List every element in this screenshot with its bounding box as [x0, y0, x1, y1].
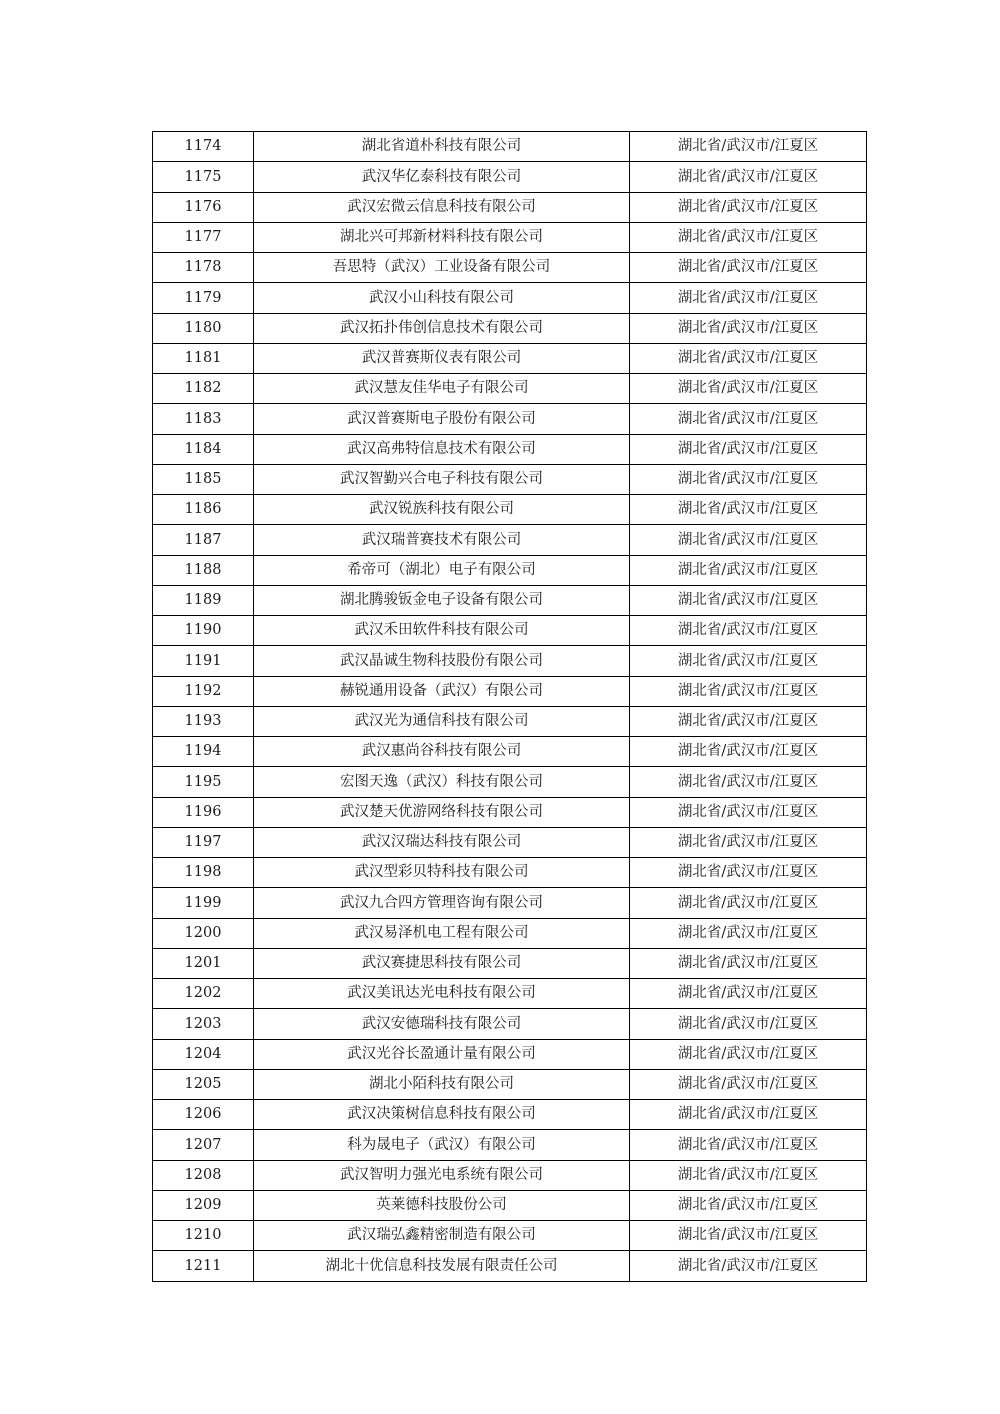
region-cell: 湖北省/武汉市/江夏区 [630, 1190, 867, 1220]
region-cell: 湖北省/武汉市/江夏区 [630, 313, 867, 343]
row-number-cell: 1187 [153, 525, 254, 555]
row-number-cell: 1180 [153, 313, 254, 343]
table-row [153, 585, 867, 615]
company-name-cell: 武汉禾田软件科技有限公司 [254, 616, 630, 646]
company-name-cell: 赫锐通用设备（武汉）有限公司 [254, 676, 630, 706]
row-number-cell: 1186 [153, 495, 254, 525]
row-number-cell: 1194 [153, 737, 254, 767]
company-name-cell: 武汉拓扑伟创信息技术有限公司 [254, 313, 630, 343]
region-cell: 湖北省/武汉市/江夏区 [630, 706, 867, 736]
row-number-cell: 1204 [153, 1039, 254, 1069]
table-row [153, 434, 867, 464]
company-name-cell: 武汉楚天优游网络科技有限公司 [254, 797, 630, 827]
region-cell: 湖北省/武汉市/江夏区 [630, 283, 867, 313]
region-cell: 湖北省/武汉市/江夏区 [630, 1009, 867, 1039]
table-row [153, 343, 867, 373]
table-row [153, 676, 867, 706]
row-number-cell: 1181 [153, 343, 254, 373]
company-name-cell: 科为晟电子（武汉）有限公司 [254, 1130, 630, 1160]
table-row [153, 132, 867, 162]
company-name-cell: 吾思特（武汉）工业设备有限公司 [254, 253, 630, 283]
row-number-cell: 1205 [153, 1069, 254, 1099]
company-name-cell: 武汉智明力强光电系统有限公司 [254, 1160, 630, 1190]
region-cell: 湖北省/武汉市/江夏区 [630, 343, 867, 373]
company-list-table [152, 131, 867, 1282]
table-row [153, 1009, 867, 1039]
row-number-cell: 1182 [153, 374, 254, 404]
company-name-cell: 武汉瑞普赛技术有限公司 [254, 525, 630, 555]
company-name-cell: 湖北十优信息科技发展有限责任公司 [254, 1251, 630, 1281]
region-cell: 湖北省/武汉市/江夏区 [630, 1251, 867, 1281]
table-row [153, 222, 867, 252]
company-name-cell: 湖北省道朴科技有限公司 [254, 132, 630, 162]
row-number-cell: 1209 [153, 1190, 254, 1220]
company-name-cell: 武汉光谷长盈通计量有限公司 [254, 1039, 630, 1069]
company-name-cell: 武汉易泽机电工程有限公司 [254, 918, 630, 948]
row-number-cell: 1178 [153, 253, 254, 283]
region-cell: 湖北省/武汉市/江夏区 [630, 1069, 867, 1099]
company-name-cell: 武汉锐族科技有限公司 [254, 495, 630, 525]
region-cell: 湖北省/武汉市/江夏区 [630, 737, 867, 767]
table-row [153, 1069, 867, 1099]
company-name-cell: 武汉安德瑞科技有限公司 [254, 1009, 630, 1039]
table-row [153, 1251, 867, 1281]
row-number-cell: 1208 [153, 1160, 254, 1190]
row-number-cell: 1185 [153, 464, 254, 494]
row-number-cell: 1200 [153, 918, 254, 948]
row-number-cell: 1202 [153, 979, 254, 1009]
table-row [153, 827, 867, 857]
row-number-cell: 1189 [153, 585, 254, 615]
row-number-cell: 1210 [153, 1221, 254, 1251]
table-body [153, 132, 867, 1282]
row-number-cell: 1198 [153, 858, 254, 888]
region-cell: 湖北省/武汉市/江夏区 [630, 404, 867, 434]
row-number-cell: 1211 [153, 1251, 254, 1281]
row-number-cell: 1188 [153, 555, 254, 585]
table-row [153, 555, 867, 585]
row-number-cell: 1183 [153, 404, 254, 434]
company-name-cell: 武汉晶诚生物科技股份有限公司 [254, 646, 630, 676]
table-row [153, 888, 867, 918]
row-number-cell: 1192 [153, 676, 254, 706]
region-cell: 湖北省/武汉市/江夏区 [630, 1130, 867, 1160]
region-cell: 湖北省/武汉市/江夏区 [630, 132, 867, 162]
company-name-cell: 武汉普赛斯仪表有限公司 [254, 343, 630, 373]
row-number-cell: 1193 [153, 706, 254, 736]
company-name-cell: 武汉汉瑞达科技有限公司 [254, 827, 630, 857]
company-name-cell: 武汉美讯达光电科技有限公司 [254, 979, 630, 1009]
row-number-cell: 1179 [153, 283, 254, 313]
row-number-cell: 1207 [153, 1130, 254, 1160]
table-row [153, 495, 867, 525]
table-row [153, 404, 867, 434]
table-row [153, 192, 867, 222]
table-row [153, 374, 867, 404]
region-cell: 湖北省/武汉市/江夏区 [630, 767, 867, 797]
company-name-cell: 武汉小山科技有限公司 [254, 283, 630, 313]
table-row [153, 283, 867, 313]
table-row [153, 464, 867, 494]
row-number-cell: 1201 [153, 948, 254, 978]
row-number-cell: 1184 [153, 434, 254, 464]
company-name-cell: 希帝可（湖北）电子有限公司 [254, 555, 630, 585]
row-number-cell: 1174 [153, 132, 254, 162]
company-name-cell: 武汉赛捷思科技有限公司 [254, 948, 630, 978]
row-number-cell: 1190 [153, 616, 254, 646]
region-cell: 湖北省/武汉市/江夏区 [630, 797, 867, 827]
company-name-cell: 武汉九合四方管理咨询有限公司 [254, 888, 630, 918]
row-number-cell: 1175 [153, 162, 254, 192]
region-cell: 湖北省/武汉市/江夏区 [630, 495, 867, 525]
table-row [153, 1039, 867, 1069]
table-row [153, 525, 867, 555]
row-number-cell: 1177 [153, 222, 254, 252]
region-cell: 湖北省/武汉市/江夏区 [630, 827, 867, 857]
region-cell: 湖北省/武汉市/江夏区 [630, 192, 867, 222]
company-name-cell: 武汉惠尚谷科技有限公司 [254, 737, 630, 767]
company-name-cell: 武汉型彩贝特科技有限公司 [254, 858, 630, 888]
company-name-cell: 武汉华亿泰科技有限公司 [254, 162, 630, 192]
company-name-cell: 武汉瑞弘鑫精密制造有限公司 [254, 1221, 630, 1251]
company-name-cell: 湖北兴可邦新材料科技有限公司 [254, 222, 630, 252]
region-cell: 湖北省/武汉市/江夏区 [630, 616, 867, 646]
table-row [153, 646, 867, 676]
region-cell: 湖北省/武汉市/江夏区 [630, 525, 867, 555]
company-name-cell: 武汉决策树信息科技有限公司 [254, 1100, 630, 1130]
table-row [153, 979, 867, 1009]
table-row [153, 948, 867, 978]
table-row [153, 162, 867, 192]
table-row [153, 797, 867, 827]
company-name-cell: 湖北小陌科技有限公司 [254, 1069, 630, 1099]
region-cell: 湖北省/武汉市/江夏区 [630, 948, 867, 978]
company-name-cell: 武汉普赛斯电子股份有限公司 [254, 404, 630, 434]
row-number-cell: 1191 [153, 646, 254, 676]
region-cell: 湖北省/武汉市/江夏区 [630, 979, 867, 1009]
table-row [153, 1100, 867, 1130]
region-cell: 湖北省/武汉市/江夏区 [630, 676, 867, 706]
region-cell: 湖北省/武汉市/江夏区 [630, 585, 867, 615]
table-row [153, 1130, 867, 1160]
region-cell: 湖北省/武汉市/江夏区 [630, 918, 867, 948]
table-row [153, 858, 867, 888]
region-cell: 湖北省/武汉市/江夏区 [630, 222, 867, 252]
table-row [153, 706, 867, 736]
company-name-cell: 湖北腾骏钣金电子设备有限公司 [254, 585, 630, 615]
region-cell: 湖北省/武汉市/江夏区 [630, 1160, 867, 1190]
region-cell: 湖北省/武汉市/江夏区 [630, 374, 867, 404]
table-row [153, 918, 867, 948]
company-name-cell: 武汉智勤兴合电子科技有限公司 [254, 464, 630, 494]
region-cell: 湖北省/武汉市/江夏区 [630, 434, 867, 464]
row-number-cell: 1199 [153, 888, 254, 918]
table-row [153, 1160, 867, 1190]
row-number-cell: 1197 [153, 827, 254, 857]
company-name-cell: 英莱德科技股份公司 [254, 1190, 630, 1220]
company-name-cell: 武汉光为通信科技有限公司 [254, 706, 630, 736]
row-number-cell: 1195 [153, 767, 254, 797]
company-name-cell: 武汉宏微云信息科技有限公司 [254, 192, 630, 222]
table-row [153, 767, 867, 797]
row-number-cell: 1203 [153, 1009, 254, 1039]
table-row [153, 616, 867, 646]
row-number-cell: 1206 [153, 1100, 254, 1130]
table-row [153, 1221, 867, 1251]
region-cell: 湖北省/武汉市/江夏区 [630, 1100, 867, 1130]
region-cell: 湖北省/武汉市/江夏区 [630, 858, 867, 888]
table-row [153, 313, 867, 343]
company-name-cell: 武汉高弗特信息技术有限公司 [254, 434, 630, 464]
company-name-cell: 武汉慧友佳华电子有限公司 [254, 374, 630, 404]
region-cell: 湖北省/武汉市/江夏区 [630, 555, 867, 585]
region-cell: 湖北省/武汉市/江夏区 [630, 888, 867, 918]
region-cell: 湖北省/武汉市/江夏区 [630, 1039, 867, 1069]
row-number-cell: 1176 [153, 192, 254, 222]
row-number-cell: 1196 [153, 797, 254, 827]
region-cell: 湖北省/武汉市/江夏区 [630, 253, 867, 283]
region-cell: 湖北省/武汉市/江夏区 [630, 162, 867, 192]
company-name-cell: 宏图天逸（武汉）科技有限公司 [254, 767, 630, 797]
region-cell: 湖北省/武汉市/江夏区 [630, 1221, 867, 1251]
region-cell: 湖北省/武汉市/江夏区 [630, 464, 867, 494]
table-row [153, 253, 867, 283]
table-row [153, 737, 867, 767]
region-cell: 湖北省/武汉市/江夏区 [630, 646, 867, 676]
table-row [153, 1190, 867, 1220]
